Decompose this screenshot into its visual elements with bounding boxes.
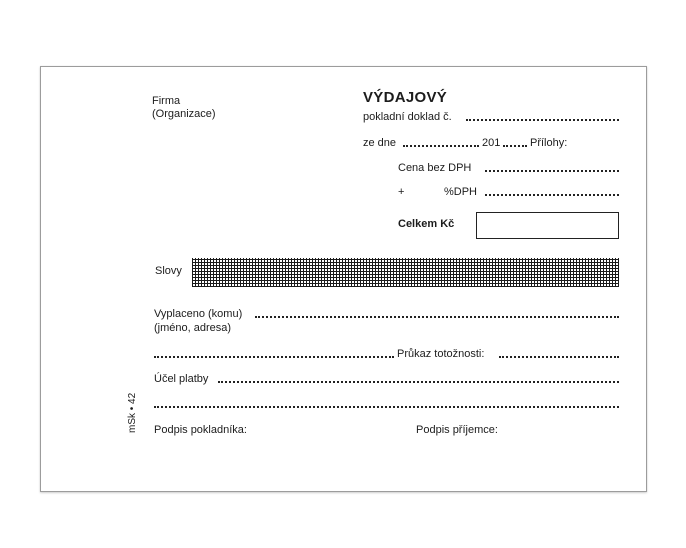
form-code: mSk • 42 (127, 392, 138, 433)
name-address-label: (jméno, adresa) (154, 322, 232, 334)
year-prefix: 201 (482, 137, 501, 149)
in-words-label: Slovy (155, 265, 182, 277)
organization-label: (Organizace) (152, 108, 216, 120)
doc-number-field[interactable] (466, 119, 619, 121)
purpose-field[interactable] (218, 381, 619, 383)
doc-number-label: pokladní doklad č. (363, 111, 452, 123)
price-no-vat-field[interactable] (485, 170, 619, 172)
vat-label: %DPH (444, 186, 478, 198)
form-title: VÝDAJOVÝ (363, 89, 448, 106)
date-label: ze dne (363, 137, 397, 149)
id-card-label: Průkaz totožnosti: (397, 348, 485, 360)
purpose-label: Účel platby (154, 373, 209, 385)
cash-voucher-form (40, 66, 647, 492)
address-field[interactable] (154, 356, 394, 358)
paid-to-field[interactable] (255, 316, 619, 318)
plus-sign: + (398, 186, 405, 198)
total-amount-box[interactable] (476, 212, 619, 239)
recipient-sign-label: Podpis příjemce: (416, 424, 498, 436)
year-field[interactable] (503, 145, 527, 147)
purpose-field-continued[interactable] (154, 406, 619, 408)
price-no-vat-label: Cena bez DPH (398, 162, 472, 174)
in-words-hatched-field (192, 258, 619, 287)
attachments-label: Přílohy: (530, 137, 568, 149)
id-card-field[interactable] (499, 356, 619, 358)
total-label: Celkem Kč (398, 218, 455, 230)
company-label: Firma (152, 95, 181, 107)
paid-to-label: Vyplaceno (komu) (154, 308, 243, 320)
date-field[interactable] (403, 145, 479, 147)
cashier-sign-label: Podpis pokladníka: (154, 424, 247, 436)
vat-field[interactable] (485, 194, 619, 196)
